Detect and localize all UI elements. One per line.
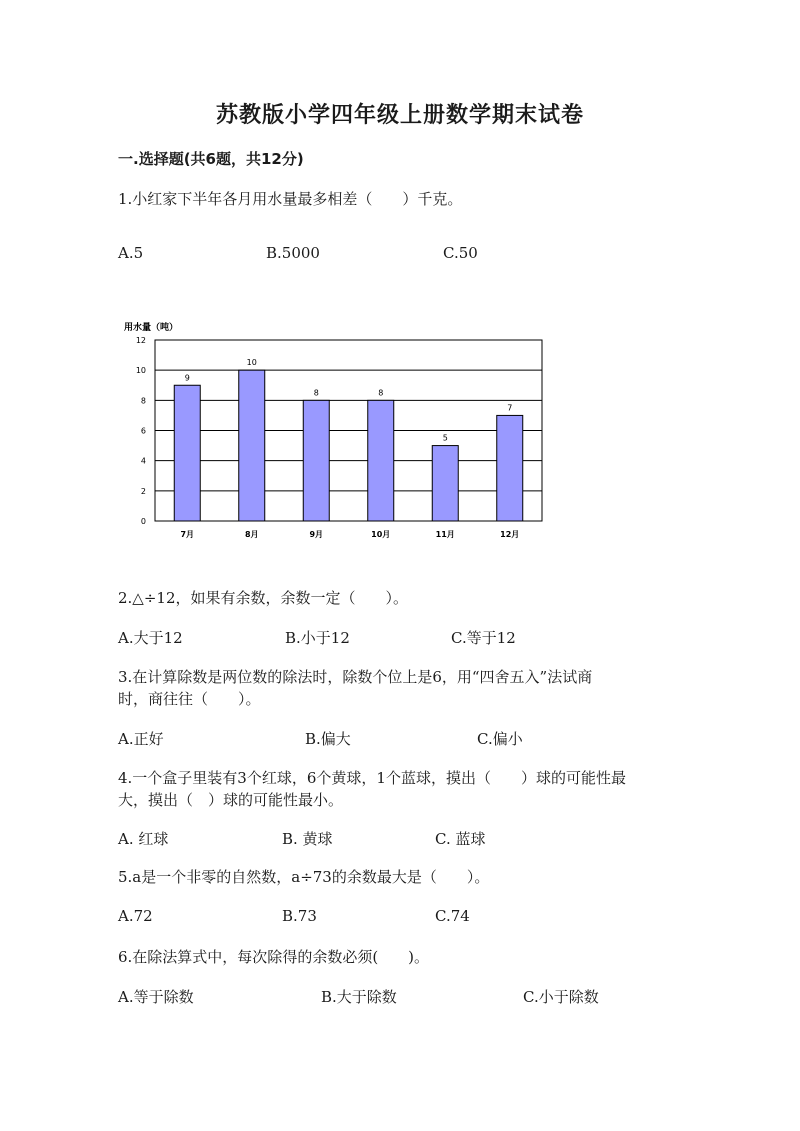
- question-3-option-c: C.偏小: [477, 730, 523, 748]
- question-4-text-line-1: 4.一个盒子里装有3个红球，6个黄球，1个蓝球，摸出（ ）球的可能性最: [118, 769, 626, 787]
- question-2-option-c: C.等于12: [451, 629, 516, 647]
- chart-data-label: 9: [184, 373, 190, 383]
- chart-y-tick-label: 0: [140, 517, 146, 526]
- water-usage-bar-chart: [110, 318, 570, 548]
- question-1-option-b: B.5000: [266, 244, 320, 262]
- chart-y-tick-label: 4: [140, 456, 146, 466]
- chart-data-label: 8: [378, 388, 384, 398]
- chart-bar: [497, 415, 523, 521]
- chart-bar: [432, 446, 458, 521]
- question-3-text-line-1: 3.在计算除数是两位数的除法时，除数个位上是6，用“四舍五入”法试商: [118, 668, 593, 686]
- question-2-option-b: B.小于12: [285, 629, 350, 647]
- question-2-option-a: A.大于12: [118, 629, 183, 647]
- question-3-option-b: B.偏大: [305, 730, 351, 748]
- chart-y-tick-label: 2: [140, 486, 146, 496]
- chart-x-tick-label: 8月: [244, 530, 259, 539]
- question-4-option-a: A. 红球: [118, 830, 169, 848]
- question-3-text-line-2: 时，商往往（ ）。: [118, 690, 261, 708]
- question-2-text: 2.△÷12，如果有余数，余数一定（ ）。: [118, 589, 409, 607]
- question-4-text-line-2: 大，摸出（ ）球的可能性最小。: [118, 791, 344, 809]
- page-title: 苏教版小学四年级上册数学期末试卷: [215, 103, 584, 128]
- chart-data-label: 7: [507, 403, 513, 413]
- question-3-option-a: A.正好: [118, 730, 164, 748]
- question-6-text: 6.在除法算式中，每次除得的余数必须( )。: [118, 948, 430, 966]
- chart-x-tick-label: 11月: [435, 530, 455, 539]
- chart-y-tick-label: 10: [135, 366, 146, 376]
- question-5-option-c: C.74: [435, 907, 470, 925]
- chart-y-tick-label: 12: [135, 336, 146, 345]
- chart-y-axis-label: 用水量（吨）: [124, 323, 179, 333]
- chart-y-tick-label: 6: [140, 426, 146, 436]
- chart-data-label: 10: [246, 358, 257, 368]
- question-5-option-a: A.72: [118, 907, 153, 925]
- question-4-option-c: C. 蓝球: [435, 830, 486, 848]
- chart-x-tick-label: 12月: [500, 530, 520, 539]
- question-6-option-b: B.大于除数: [321, 988, 397, 1006]
- question-6-option-a: A.等于除数: [118, 988, 194, 1006]
- section-heading: 一.选择题(共6题，共12分): [118, 150, 304, 168]
- chart-x-tick-label: 10月: [371, 530, 391, 539]
- chart-bar: [368, 400, 394, 521]
- question-4-option-b: B. 黄球: [282, 830, 333, 848]
- chart-data-label: 5: [442, 433, 448, 443]
- chart-x-tick-label: 9月: [309, 530, 324, 539]
- chart-y-tick-label: 8: [140, 396, 146, 406]
- question-5-text: 5.a是一个非零的自然数，a÷73的余数最大是（ ）。: [118, 868, 490, 886]
- chart-bar: [174, 385, 200, 521]
- question-1-option-c: C.50: [443, 244, 478, 262]
- question-1-text: 1.小红家下半年各月用水量最多相差（ ）千克。: [118, 190, 463, 208]
- chart-bar: [239, 370, 265, 521]
- question-5-option-b: B.73: [282, 907, 317, 925]
- question-6-option-c: C.小于除数: [523, 988, 599, 1006]
- question-1-option-a: A.5: [118, 244, 144, 262]
- chart-data-label: 8: [313, 388, 319, 398]
- chart-x-tick-label: 7月: [180, 530, 195, 539]
- chart-bar: [303, 400, 329, 521]
